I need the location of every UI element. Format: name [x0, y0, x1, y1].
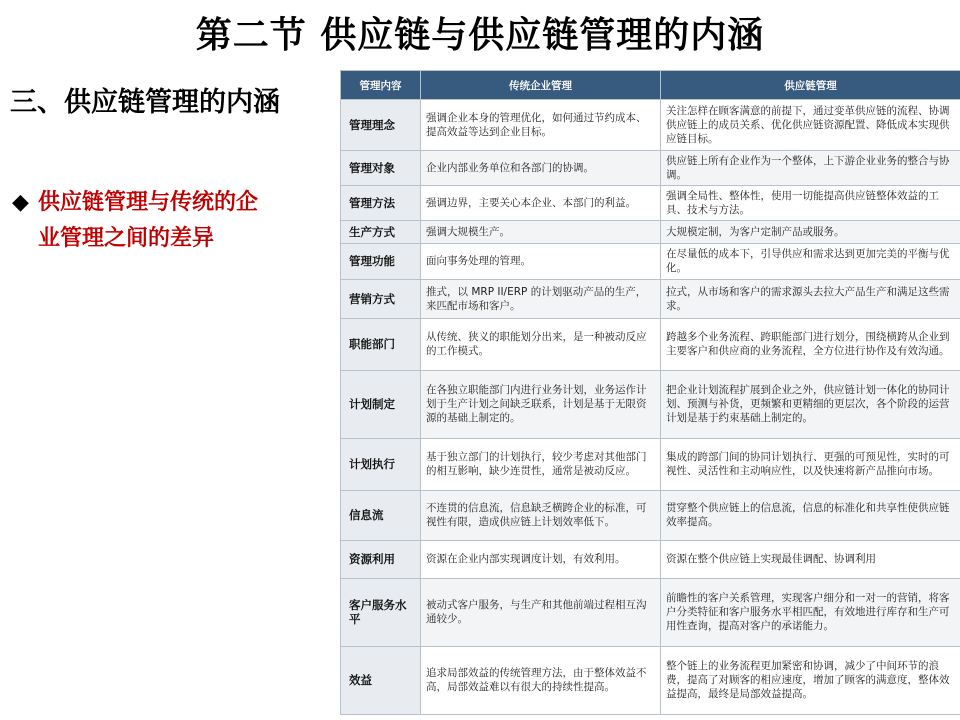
cell-traditional: 基于独立部门的计划执行，较少考虑对其他部门的相互影响，缺少连贯性，通常是被动反应。	[421, 438, 661, 490]
row-header: 管理功能	[341, 243, 421, 279]
cell-traditional: 企业内部业务单位和各部门的协调。	[421, 150, 661, 185]
header-item: 管理内容	[341, 71, 421, 100]
cell-traditional: 追求局部效益的传统管理方法，由于整体效益不高，局部效益难以有很大的持续性提高。	[421, 646, 661, 714]
cell-scm: 大规模定制，为客户定制产品或服务。	[661, 221, 960, 244]
table-row	[341, 243, 960, 279]
row-header: 营销方式	[341, 280, 421, 319]
cell-traditional: 面向事务处理的管理。	[421, 243, 661, 279]
table-row	[341, 280, 960, 319]
table-row	[341, 318, 960, 370]
slide-title: 第二节 供应链与供应链管理的内涵	[195, 15, 765, 56]
row-header: 信息流	[341, 490, 421, 540]
cell-scm: 拉式，从市场和客户的需求源头去拉大产品生产和满足这些需求。	[661, 280, 960, 319]
section-subtitle: 三、供应链管理的内涵	[10, 87, 280, 118]
row-header: 管理方法	[341, 186, 421, 221]
cell-traditional: 不连贯的信息流，信息缺乏横跨企业的标准，可视性有限，造成供应链上计划效率低下。	[421, 490, 661, 540]
row-header: 管理理念	[341, 100, 421, 151]
table-row	[341, 579, 960, 647]
table-row	[341, 370, 960, 438]
cell-traditional: 强调大规模生产。	[421, 221, 661, 244]
row-header: 职能部门	[341, 318, 421, 370]
row-header: 资源利用	[341, 540, 421, 579]
row-header: 计划执行	[341, 438, 421, 490]
cell-scm: 把企业计划流程扩展到企业之外，供应链计划一体化的协同计划、预测与补货，更频繁和更精细的更层次，各个阶段的运营计划是基于约束基础上制定的。	[661, 370, 960, 438]
table-row	[341, 186, 960, 221]
table-row	[341, 221, 960, 244]
table-row	[341, 540, 960, 579]
cell-scm: 集成的跨部门间的协同计划执行、更强的可预见性，实时的可视性、灵活性和主动响应性，以及快速将新产品推向市场。	[661, 438, 960, 490]
header-traditional: 传统企业管理	[421, 71, 661, 100]
table-row	[341, 646, 960, 714]
bullet-point	[12, 184, 338, 256]
row-header: 生产方式	[341, 221, 421, 244]
cell-scm: 资源在整个供应链上实现最佳调配、协调利用	[661, 540, 960, 579]
cell-scm: 贯穿整个供应链上的信息流，信息的标准化和共享性使供应链效率提高。	[661, 490, 960, 540]
row-header: 管理对象	[341, 150, 421, 185]
table-row	[341, 490, 960, 540]
cell-scm: 跨越多个业务流程、跨职能部门进行划分，围绕横跨从企业到主要客户和供应商的业务流程，全方位进行协作及有效沟通。	[661, 318, 960, 370]
cell-scm: 强调全局性、整体性，使用一切能提高供应链整体效益的工具、技术与方法。	[661, 186, 960, 221]
cell-traditional: 推式，以 MRP II/ERP 的计划驱动产品的生产，来匹配市场和客户。	[421, 280, 661, 319]
table-row	[341, 100, 960, 151]
row-header: 客户服务水平	[341, 579, 421, 647]
bullet-text-line2: 业管理之间的差异	[38, 225, 215, 251]
cell-traditional: 被动式客户服务，与生产和其他前端过程相互沟通较少。	[421, 579, 661, 647]
comparison-table	[340, 70, 960, 715]
row-header: 效益	[341, 646, 421, 714]
table-row	[341, 438, 960, 490]
table-row	[341, 150, 960, 185]
row-header: 计划制定	[341, 370, 421, 438]
cell-scm: 整个链上的业务流程更加紧密和协调，减少了中间环节的浪费，提高了对顾客的相应速度，增加了顾客的满意度，整体效益提高，最终是局部效益提高。	[661, 646, 960, 714]
bullet-text-line1: 供应链管理与传统的企	[38, 189, 259, 215]
cell-scm: 在尽量低的成本下，引导供应和需求达到更加完美的平衡与优化。	[661, 243, 960, 279]
cell-scm: 供应链上所有企业作为一个整体，上下游企业业务的整合与协调。	[661, 150, 960, 185]
cell-scm: 前瞻性的客户关系管理，实现客户细分和一对一的营销，将客户分类特征和客户服务水平相匹配，有效地进行库存和生产可用性查询，提高对客户的承诺能力。	[661, 579, 960, 647]
cell-scm: 关注怎样在顾客满意的前提下，通过变革供应链的流程、协调供应链上的成员关系、优化供应链资源配置、降低成本实现供应链目标。	[661, 100, 960, 151]
cell-traditional: 强调企业本身的管理优化，如何通过节约成本、提高效益等达到企业目标。	[421, 100, 661, 151]
cell-traditional: 在各独立职能部门内进行业务计划，业务运作计划于生产计划之间缺乏联系，计划是基于无限资源的基础上制定的。	[421, 370, 661, 438]
cell-traditional: 资源在企业内部实现调度计划，有效利用。	[421, 540, 661, 579]
cell-traditional: 强调边界，主要关心本企业、本部门的利益。	[421, 186, 661, 221]
diamond-bullet-icon: ◆	[12, 189, 29, 215]
table-header-row	[341, 71, 960, 100]
cell-traditional: 从传统、狭义的职能划分出来，是一种被动反应的工作模式。	[421, 318, 661, 370]
header-scm: 供应链管理	[661, 71, 960, 100]
